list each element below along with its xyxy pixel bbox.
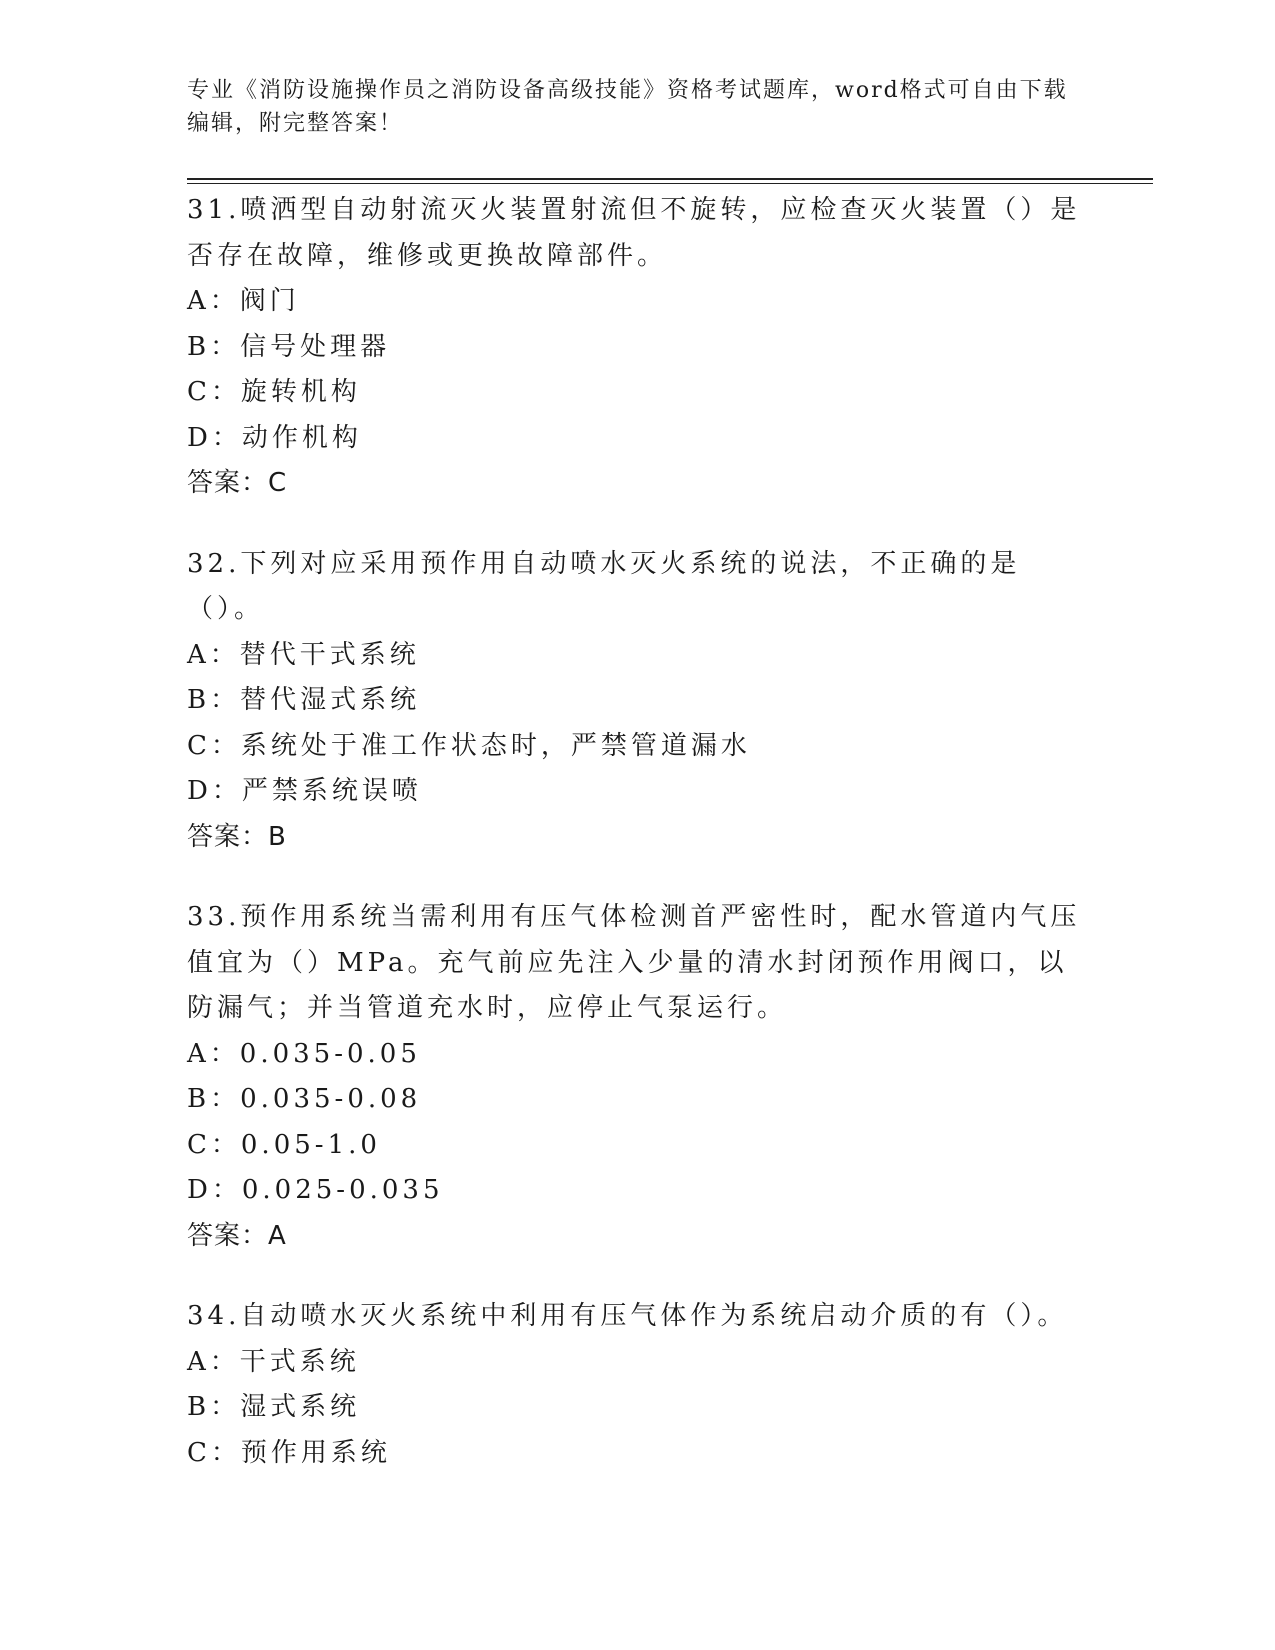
question-stem: 31.喷洒型自动射流灭火装置射流但不旋转，应检查灭火装置（）是否存在故障，维修或更换故障部件。 [187,195,1081,271]
question-stem: 32.下列对应采用预作用自动喷水灭火系统的说法，不正确的是（）。 [187,548,1021,624]
answer-text: 答案：C [187,468,288,498]
option-b: B：替代湿式系统 [187,685,421,715]
question-stem: 33.预作用系统当需利用有压气体检测首严密性时，配水管道内气压值宜为（）MPa。充气前应先注入少量的清水封闭预作用阀口，以防漏气；并当管道充水时，应停止气泵运行。 [187,902,1081,1023]
question-stem: 34.自动喷水灭火系统中利用有压气体作为系统启动介质的有（）。 [187,1301,1068,1331]
document-header: 专业《消防设施操作员之消防设备高级技能》资格考试题库，word格式可自由下载编辑，附完整答案！ [187,78,1068,136]
answer-text: 答案：A [187,1220,287,1251]
option-a: A：阀门 [187,286,300,316]
option-c: C：旋转机构 [187,377,361,407]
option-c: C：预作用系统 [187,1437,391,1468]
answer-text: 答案：B [187,821,287,852]
question-list [187,188,1087,1511]
option-b: B：信号处理器 [187,331,391,362]
question-32 [187,542,1087,861]
option-d: D：0.025-0.035 [187,1175,444,1205]
option-a: A：干式系统 [187,1346,360,1377]
option-a: A：替代干式系统 [187,639,420,670]
option-b: B：湿式系统 [187,1392,361,1422]
option-d: D：严禁系统误喷 [187,776,422,806]
option-a: A：0.035-0.05 [187,1038,421,1069]
option-b: B：0.035-0.08 [187,1084,422,1114]
header-divider-thick [187,178,1153,180]
header-divider-thin [187,183,1153,184]
option-d: D：动作机构 [187,422,362,453]
option-c: C：0.05-1.0 [187,1129,381,1160]
option-c: C：系统处于准工作状态时，严禁管道漏水 [187,730,751,761]
question-31 [187,188,1087,507]
question-33 [187,895,1087,1259]
question-34 [187,1294,1087,1476]
